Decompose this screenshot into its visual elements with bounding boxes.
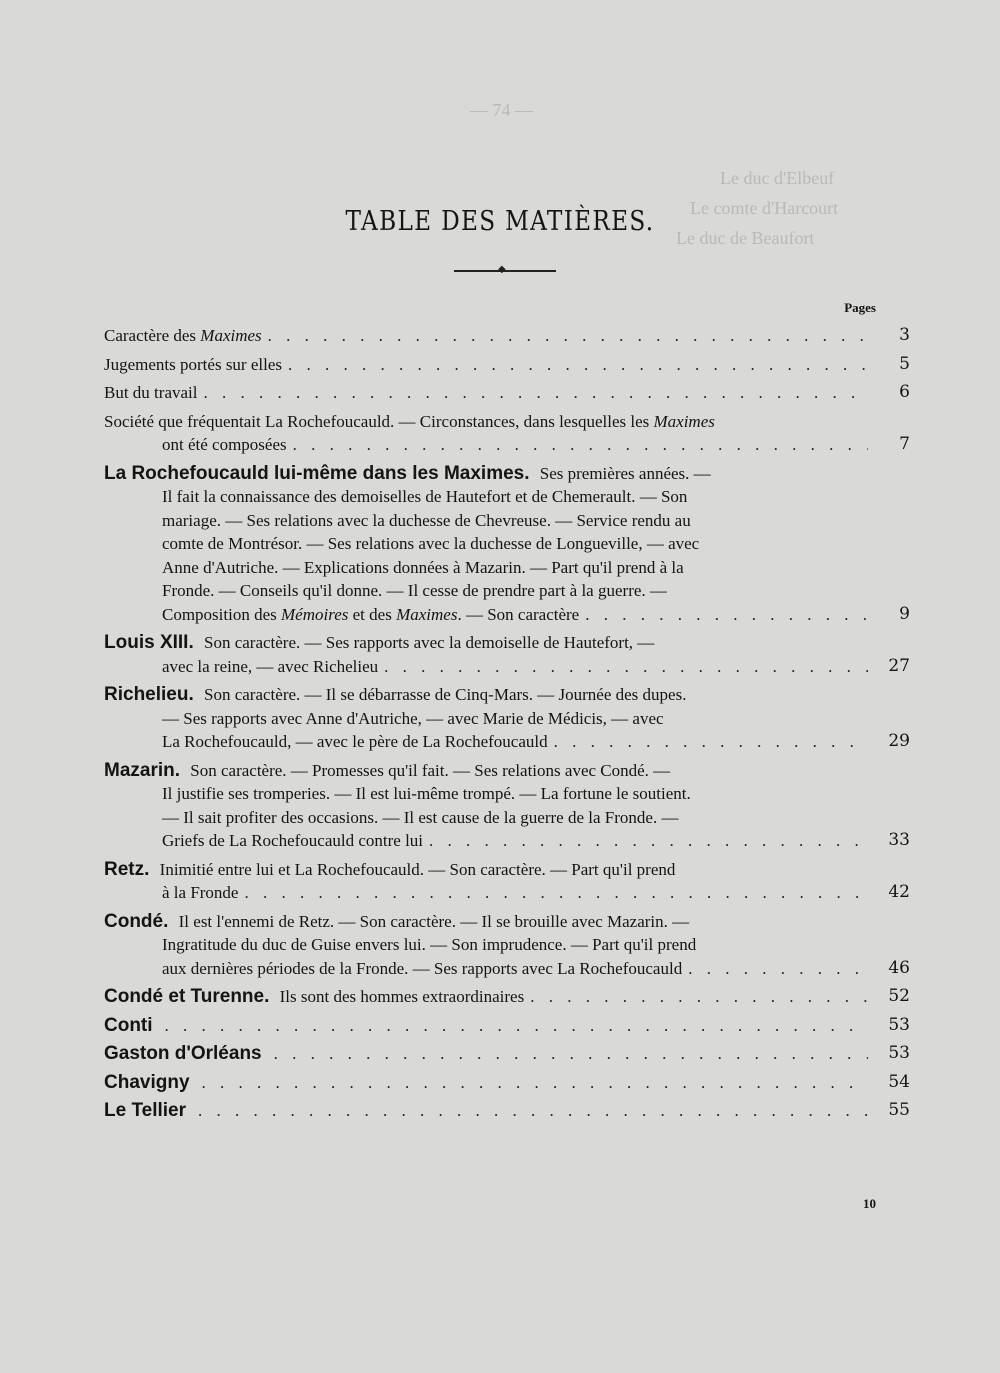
toc-entry-text xyxy=(162,806,678,830)
toc-entry-heading: Gaston d'Orléans xyxy=(104,1043,262,1064)
toc-entry-line xyxy=(104,910,910,934)
dot-leader xyxy=(203,381,868,405)
toc-entry-description: — Il sait profiter des occasions. — Il est cause de la guerre de la Fronde. — xyxy=(162,807,679,827)
toc-entry-description: aux dernières périodes de la Fronde. — Ses rapports avec La Rochefoucauld xyxy=(162,958,683,978)
toc-entry xyxy=(104,759,910,853)
toc-entry-text xyxy=(162,730,548,754)
toc-entry-text xyxy=(104,985,524,1009)
toc-entry-description: Son caractère. — Il se débarrasse de Cinq-Mars. — Journée des dupes. xyxy=(199,685,687,704)
toc-entry-description: à la Fronde xyxy=(162,883,239,902)
toc-entry-heading: Mazarin. xyxy=(104,759,181,781)
toc-entry-description: Il est l'ennemi de Retz. — Son caractère. — Il se brouille avec Mazarin. — xyxy=(174,911,690,931)
toc-entry xyxy=(104,1099,910,1123)
toc-entry-text xyxy=(104,683,686,707)
toc-entry-line xyxy=(104,985,910,1009)
bleed-through-text: Le comte d'Harcourt xyxy=(690,198,839,218)
toc-entry-text xyxy=(162,655,378,679)
toc-entry-heading: Condé et Turenne. xyxy=(104,986,270,1007)
toc-entry-description: Caractère des xyxy=(104,326,201,345)
toc-entry xyxy=(104,985,910,1009)
toc-entry-text xyxy=(104,381,197,405)
toc-page-number: 3 xyxy=(899,325,910,345)
dot-leader xyxy=(244,881,868,905)
toc-entry-line xyxy=(104,829,910,853)
dot-leader xyxy=(288,353,868,377)
toc-entry-description: Inimitié entre lui et La Rochefoucauld. — Son caractère. — Part qu'il prend xyxy=(155,859,676,879)
toc-entry-line xyxy=(104,603,910,627)
toc-entry-line xyxy=(104,881,910,905)
toc-page-number: 27 xyxy=(888,655,910,676)
dot-leader xyxy=(274,1042,868,1066)
dot-leader xyxy=(268,324,868,348)
toc-entry-text xyxy=(162,957,682,981)
toc-entry-description: But du travail xyxy=(104,383,198,402)
toc-entry-description: Il justifie ses tromperies. — Il est lui-même trompé. — La fortune le soutient. xyxy=(162,784,691,803)
toc-entry-text xyxy=(162,509,691,533)
rule-ornament-icon: ◆ xyxy=(498,264,506,275)
dot-leader xyxy=(293,433,868,457)
toc-entry xyxy=(104,462,910,627)
toc-entry xyxy=(104,381,910,405)
toc-entry-heading: Richelieu. xyxy=(104,684,194,705)
toc-entry-line xyxy=(104,858,910,882)
toc-entry xyxy=(104,353,910,377)
toc-entry-line xyxy=(104,957,910,981)
toc-entry-heading: Chavigny xyxy=(104,1071,190,1093)
toc-entry-line xyxy=(104,579,910,603)
toc-entry-line xyxy=(104,509,910,533)
toc-entry-description: Son caractère. — Promesses qu'il fait. — Ses relations avec Condé. — xyxy=(186,760,671,780)
toc-entry-text xyxy=(104,410,715,434)
toc-entry-text xyxy=(162,433,287,457)
toc-entry-description: comte de Montrésor. — Ses relations avec la duchesse de Longueville, — avec xyxy=(162,534,700,553)
toc-entry-text xyxy=(104,1014,159,1038)
toc-entry-description: Ingratitude du duc de Guise envers lui. — Son imprudence. — Part qu'il prend xyxy=(162,935,697,954)
toc-entry-text xyxy=(104,353,282,377)
toc-entry-text xyxy=(162,881,238,905)
toc-entry xyxy=(104,324,910,348)
dot-leader xyxy=(429,829,868,853)
toc-entry-line xyxy=(104,532,910,556)
toc-entry xyxy=(104,1014,910,1038)
toc-entry-line xyxy=(104,485,910,509)
dot-leader xyxy=(165,1014,868,1038)
toc-entry-line xyxy=(104,806,910,830)
toc-page-number: 9 xyxy=(899,603,910,624)
toc-entry-description: Ils sont des hommes extraordinaires xyxy=(275,987,525,1006)
toc-page-number: 42 xyxy=(888,882,910,902)
toc-entry-text xyxy=(104,1071,196,1095)
toc-page-number: 53 xyxy=(888,1014,910,1035)
toc-entry-text xyxy=(162,933,696,957)
toc-entry-description: Fronde. — Conseils qu'il donne. — Il cesse de prendre part à la guerre. — xyxy=(162,581,667,600)
toc-entry xyxy=(104,410,910,457)
toc-entry-text xyxy=(104,858,675,882)
toc-entry-line xyxy=(104,782,910,806)
bleed-through-text: — 74 — xyxy=(470,100,533,120)
toc-entry-text xyxy=(104,1042,268,1066)
toc-entry-description: ont été composées xyxy=(162,435,287,454)
toc-page-number: 5 xyxy=(899,353,910,374)
toc-entry-text xyxy=(162,829,423,853)
toc-entry-line xyxy=(104,1014,910,1038)
toc-entry-italic-text: Maximes xyxy=(653,411,715,431)
toc-entry-text xyxy=(104,759,670,783)
page-title: TABLE DES MATIÈRES. xyxy=(345,206,655,237)
toc-page-number: 7 xyxy=(899,434,910,454)
toc-entry-description: Composition des xyxy=(162,604,282,624)
toc-entry-line xyxy=(104,759,910,783)
toc-entry-heading: Condé. xyxy=(104,910,169,932)
toc-entry-text xyxy=(162,603,579,627)
pages-column-label: Pages xyxy=(844,300,876,315)
toc-entry-description: Jugements portés sur elles xyxy=(104,354,282,374)
toc-entry-heading: Le Tellier xyxy=(104,1100,187,1121)
page-number: 10 xyxy=(863,1196,876,1211)
dot-leader xyxy=(202,1071,868,1095)
table-of-contents xyxy=(104,324,910,1128)
toc-entry-line xyxy=(104,433,910,457)
toc-entry-description: et des xyxy=(348,604,397,624)
toc-entry-text xyxy=(162,485,687,509)
toc-entry-description: Société que fréquentait La Rochefoucauld. — Circonstances, dans lesquelles les xyxy=(104,411,654,431)
toc-entry-description: Ses premières années. — xyxy=(535,463,711,483)
toc-entry-heading: Louis XIII. xyxy=(104,632,194,653)
toc-entry-italic-text: Maximes xyxy=(396,604,458,624)
dot-leader xyxy=(554,730,868,754)
toc-entry-description: La Rochefoucauld, — avec le père de La Rochefoucauld xyxy=(162,732,548,751)
toc-entry xyxy=(104,683,910,754)
toc-entry-line xyxy=(104,410,910,434)
toc-entry-line xyxy=(104,1071,910,1095)
toc-entry-line xyxy=(104,730,910,754)
toc-entry-description: Son caractère. — Ses rapports avec la demoiselle de Hautefort, — xyxy=(199,633,655,652)
toc-entry-description: avec la reine, — avec Richelieu xyxy=(162,656,379,676)
dot-leader xyxy=(384,655,868,679)
toc-entry-line xyxy=(104,462,910,486)
toc-entry-description: Griefs de La Rochefoucauld contre lui xyxy=(162,831,424,850)
toc-entry-heading: Retz. xyxy=(104,858,150,880)
toc-page-number: 33 xyxy=(888,830,910,850)
toc-entry-line xyxy=(104,556,910,580)
dot-leader xyxy=(530,985,868,1009)
toc-entry-text xyxy=(162,556,684,580)
toc-entry-text xyxy=(104,631,654,655)
toc-entry-text xyxy=(104,910,689,934)
bleed-through-text: Le duc de Beaufort xyxy=(676,228,815,248)
toc-page-number: 55 xyxy=(888,1100,910,1120)
toc-entry-text xyxy=(162,532,699,556)
toc-entry-description: mariage. — Ses relations avec la duchesse de Chevreuse. — Service rendu au xyxy=(162,510,691,530)
toc-entry-line xyxy=(104,683,910,707)
toc-entry xyxy=(104,1042,910,1066)
toc-entry-description: Anne d'Autriche. — Explications données à Mazarin. — Part qu'il prend à la xyxy=(162,557,684,577)
toc-entry xyxy=(104,631,910,678)
toc-page-number: 52 xyxy=(888,986,910,1006)
toc-entry-line xyxy=(104,353,910,377)
toc-entry-description: — Ses rapports avec Anne d'Autriche, — avec Marie de Médicis, — avec xyxy=(162,708,664,728)
toc-entry-description: . — Son caractère xyxy=(457,604,580,624)
toc-entry-heading: La Rochefoucauld lui-même dans les Maximes. xyxy=(104,462,530,484)
toc-entry-text xyxy=(162,707,664,731)
toc-entry-text xyxy=(162,579,667,603)
toc-entry-line xyxy=(104,324,910,348)
toc-entry-heading: Conti xyxy=(104,1014,153,1036)
toc-entry-line xyxy=(104,381,910,405)
toc-entry-italic-text: Maximes xyxy=(200,326,262,345)
dot-leader xyxy=(585,603,868,627)
toc-entry-text xyxy=(104,1099,192,1123)
toc-entry xyxy=(104,910,910,981)
toc-page-number: 54 xyxy=(888,1071,910,1092)
toc-entry-text xyxy=(104,324,262,348)
toc-entry-line xyxy=(104,1042,910,1066)
bleed-through-text: Le duc d'Elbeuf xyxy=(720,168,835,188)
toc-entry-description: Il fait la connaissance des demoiselles de Hautefort et de Chemerault. — Son xyxy=(162,487,688,506)
toc-page-number: 6 xyxy=(899,382,910,402)
toc-page-number: 53 xyxy=(888,1043,910,1063)
toc-entry-line xyxy=(104,1099,910,1123)
toc-entry-text xyxy=(104,462,711,486)
toc-page-number: 29 xyxy=(888,731,910,751)
toc-entry xyxy=(104,858,910,905)
dot-leader xyxy=(198,1099,868,1123)
toc-entry xyxy=(104,1071,910,1095)
toc-entry-text xyxy=(162,782,691,806)
toc-entry-line xyxy=(104,631,910,655)
toc-page-number: 46 xyxy=(888,957,910,978)
toc-entry-line xyxy=(104,933,910,957)
toc-entry-line xyxy=(104,655,910,679)
toc-entry-italic-text: Mémoires xyxy=(281,604,349,624)
toc-entry-line xyxy=(104,707,910,731)
dot-leader xyxy=(688,957,868,981)
